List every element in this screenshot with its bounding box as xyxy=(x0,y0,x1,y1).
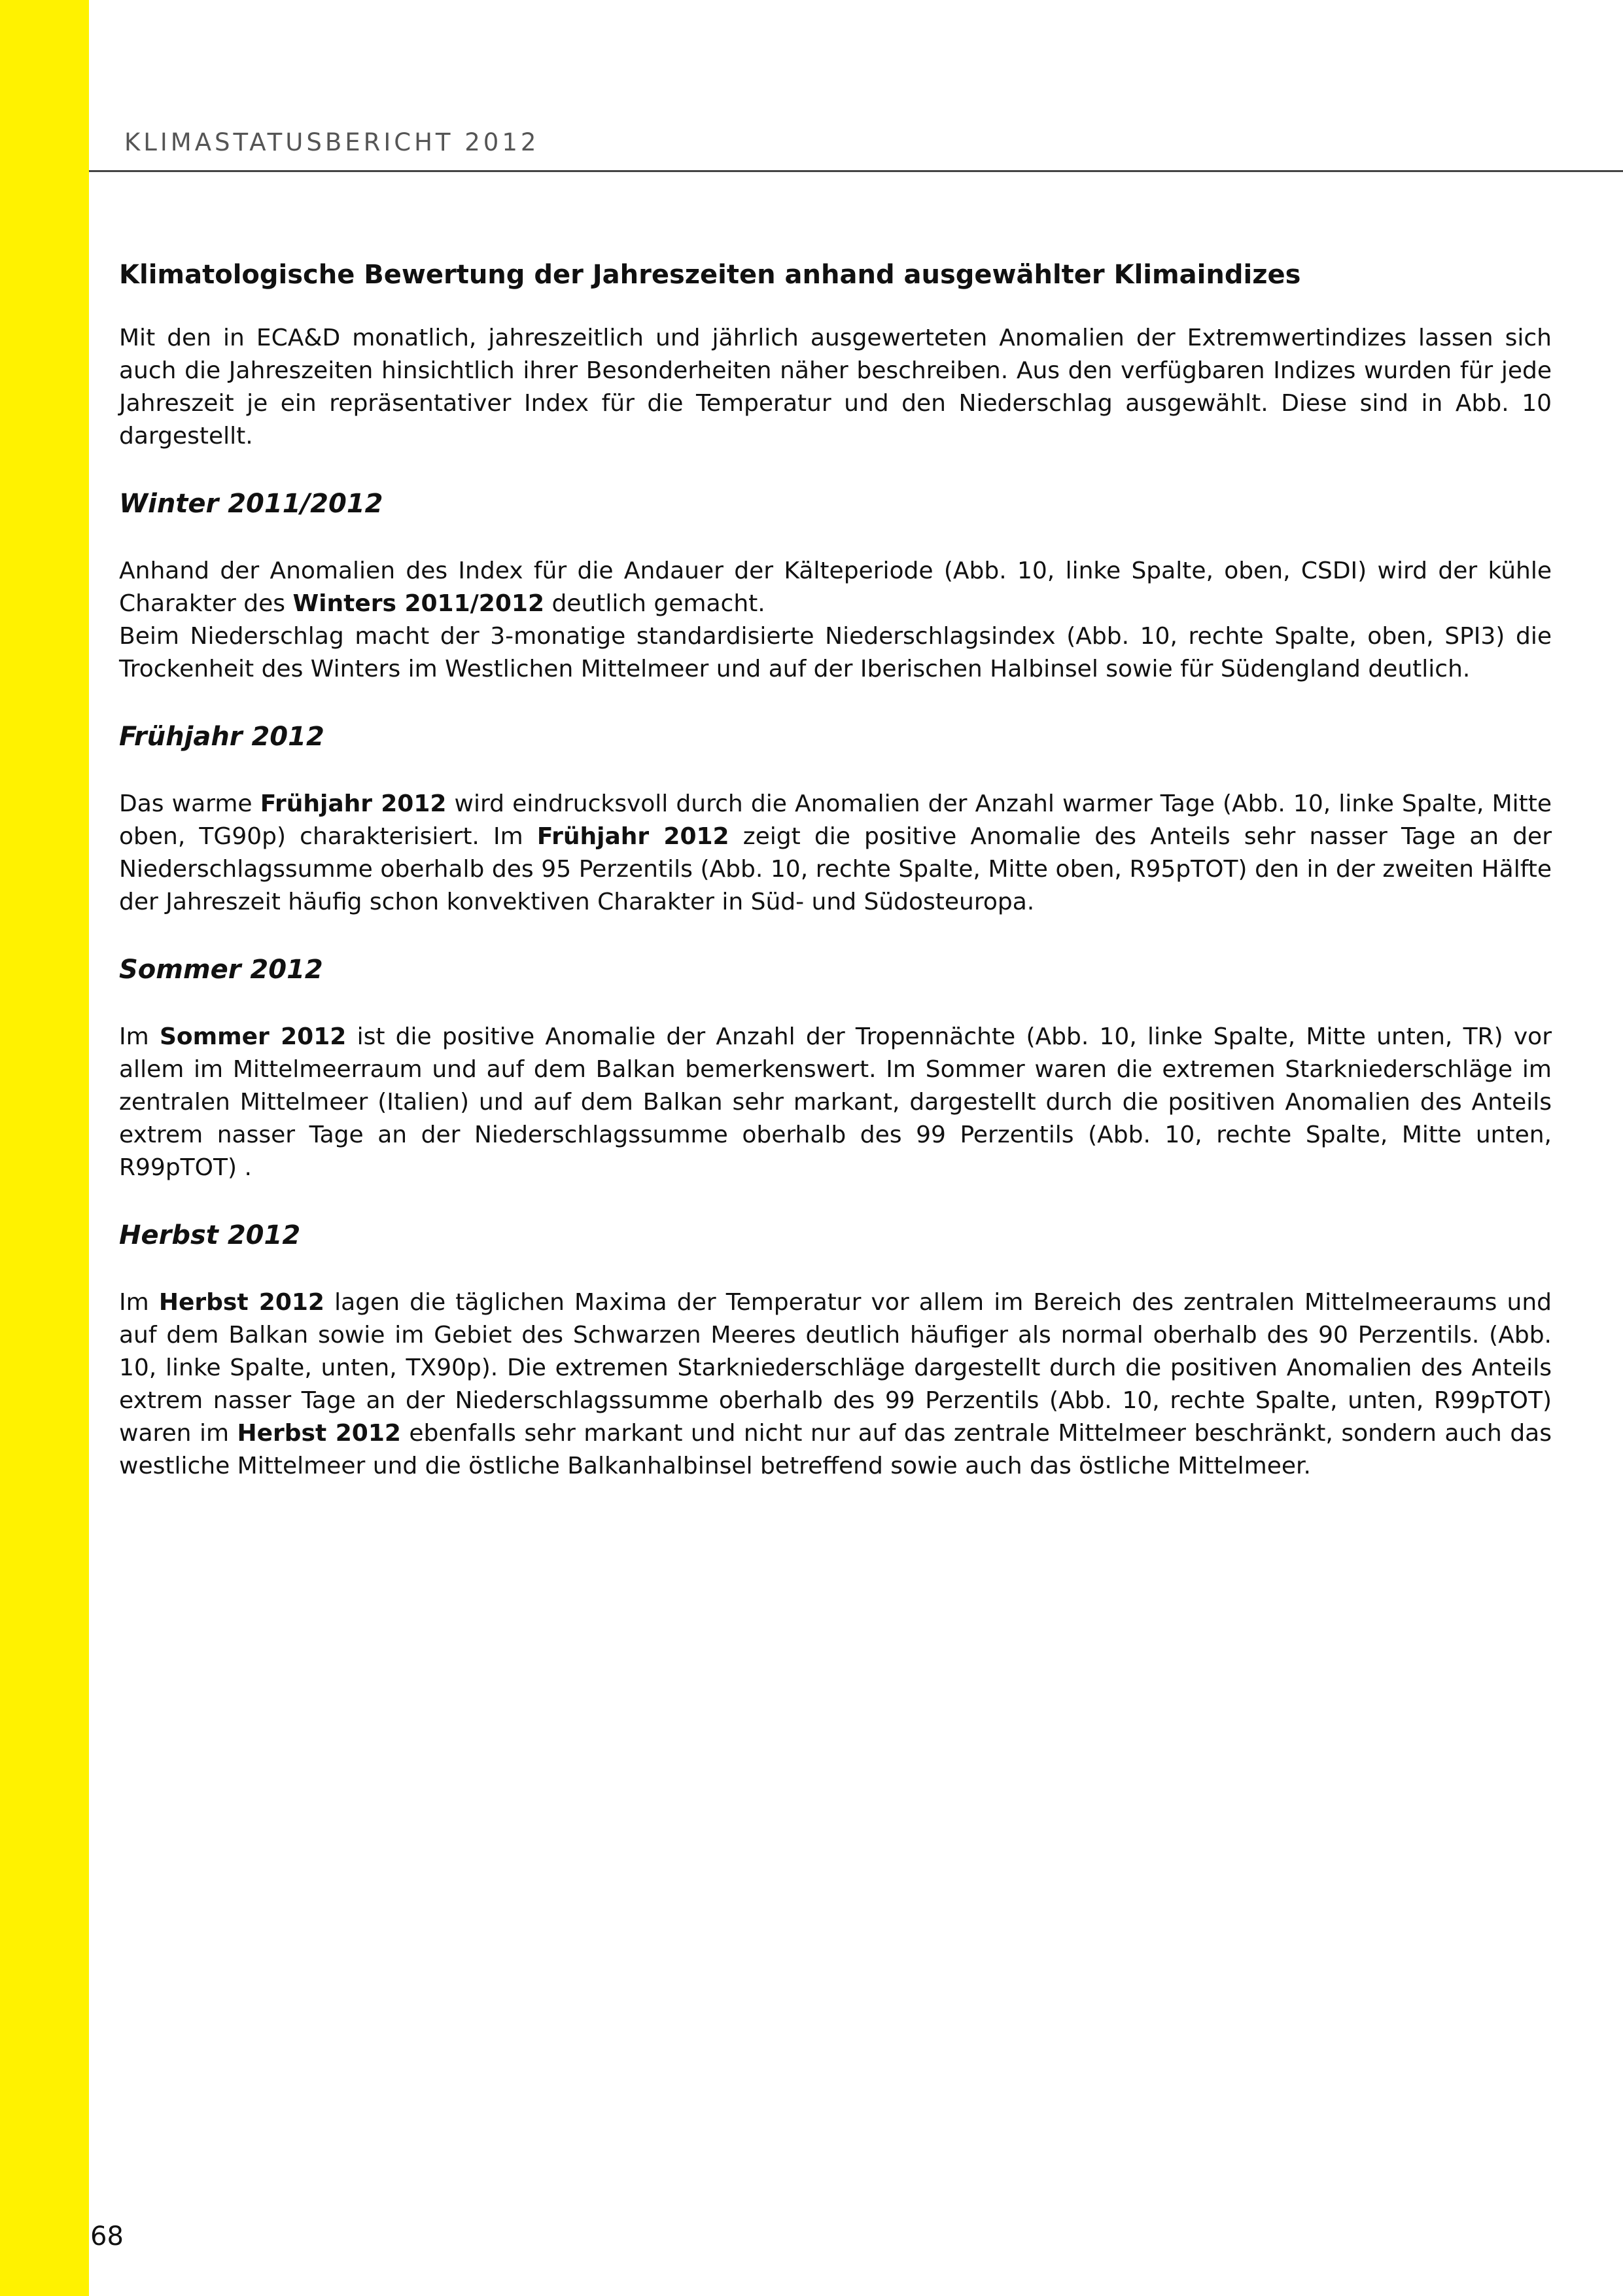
winter-paragraph-2: Beim Niederschlag macht der 3-monatige standardisierte Niederschlagsindex (Abb. 10, rechte Spalte, oben, SPI3) die Trockenheit des Winters im Westlichen Mittelmeer und auf der Iberischen Halbinsel sowie für Südengland deutlich. xyxy=(119,623,1552,682)
spring-heading: Frühjahr 2012 xyxy=(119,722,324,752)
autumn-paragraph xyxy=(119,1286,1552,1483)
text-run: Das warme xyxy=(119,790,260,817)
text-run: deutlich gemacht. xyxy=(544,590,765,617)
spring-paragraph xyxy=(119,788,1552,919)
header-divider xyxy=(89,170,1623,172)
text-run: Im xyxy=(119,1023,160,1050)
accent-sidebar xyxy=(0,0,89,2296)
text-run: Anhand der Anomalien des Index für die Andauer der Kälteperiode (Abb. 10, linke Spalte, oben, CSDI) wird der kühle Charakter des xyxy=(119,557,1552,617)
text-run: ebenfalls sehr markant und nicht nur auf das zentrale Mittelmeer beschränkt, sondern auch das westliche Mittelmeer und die östliche Balkanhalbinsel betreffend sowie auch das östliche Mittelmeer. xyxy=(119,1420,1552,1479)
summer-paragraph xyxy=(119,1021,1552,1184)
section-title: Klimatologische Bewertung der Jahreszeiten anhand ausgewählter Klimaindizes xyxy=(119,260,1301,290)
bold-run: Herbst 2012 xyxy=(158,1289,324,1316)
running-header: KLIMASTATUSBERICHT 2012 xyxy=(124,128,540,156)
text-run: wird eindrucksvoll durch die Anomalien der Anzahl warmer Tage (Abb. 10, linke Spalte, Mitte oben, TG90p) charakterisiert. Im xyxy=(119,790,1552,850)
text-run: ist die positive Anomalie der Anzahl der Tropennächte (Abb. 10, linke Spalte, Mitte unten, TR) vor allem im Mittelmeerraum und auf dem Balkan bemerkenswert. Im Sommer waren die extremen Starkniederschläge im zentralen Mittelmeer (Italien) und auf dem Balkan sehr markant, dargestellt durch die positiven Anomalien des Anteils extrem nasser Tage an der Niederschlagssumme oberhalb des 99 Perzentils (Abb. 10, rechte Spalte, Mitte unten, R99pTOT) . xyxy=(119,1023,1552,1181)
bold-run: Herbst 2012 xyxy=(237,1420,401,1447)
bold-run: Frühjahr 2012 xyxy=(536,823,729,850)
text-run: zeigt die positive Anomalie des Anteils sehr nasser Tage an der Niederschlagssumme oberhalb des 95 Perzentils (Abb. 10, rechte Spalte, Mitte oben, R95pTOT) den in der zweiten Hälfte der Jahreszeit häufig schon konvektiven Charakter in Süd- und Südosteuropa. xyxy=(119,823,1552,915)
text-run: Im xyxy=(119,1289,159,1316)
winter-heading: Winter 2011/2012 xyxy=(119,489,383,519)
intro-paragraph: Mit den in ECA&D monatlich, jahreszeitlich und jährlich ausgewerteten Anomalien der Extremwertindizes lassen sich auch die Jahreszeiten hinsichtlich ihrer Besonderheiten näher beschreiben. Aus den verfügbaren Indizes wurden für jede Jahreszeit je ein repräsentativer Index für die Temperatur und den Niederschlag ausgewählt. Diese sind in Abb. 10 dargestellt. xyxy=(119,325,1552,450)
bold-run: Sommer 2012 xyxy=(159,1023,347,1050)
page-number: 68 xyxy=(90,2221,124,2252)
winter-paragraph xyxy=(119,555,1552,620)
summer-heading: Sommer 2012 xyxy=(119,955,323,985)
autumn-heading: Herbst 2012 xyxy=(119,1220,301,1250)
page-content xyxy=(119,249,1552,1517)
text-run: lagen die täglichen Maxima der Temperatur vor allem im Bereich des zentralen Mittelmeeraums und auf dem Balkan sowie im Gebiet des Schwarzen Meeres deutlich häufiger als normal oberhalb des 90 Perzentils. (Abb. 10, linke Spalte, unten, TX90p). Die extremen Starkniederschläge dargestellt durch die positiven Anomalien des Anteils extrem nasser Tage an der Niederschlagssumme oberhalb des 99 Perzentils (Abb. 10, rechte Spalte, unten, R99pTOT) waren im xyxy=(119,1289,1552,1447)
bold-run: Winters 2011/2012 xyxy=(292,590,544,617)
bold-run: Frühjahr 2012 xyxy=(260,790,447,817)
